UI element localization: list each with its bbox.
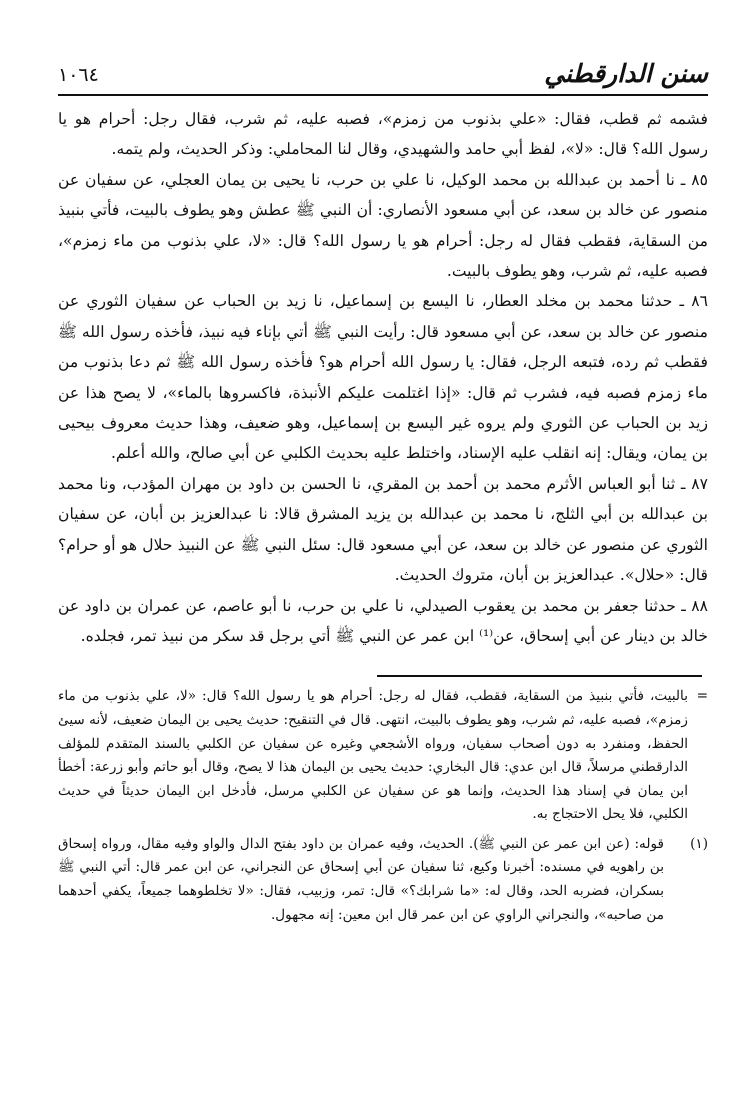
footnotes: [58, 685, 708, 927]
hadith-paragraph: ٨٦ ـ حدثنا محمد بن مخلد العطار، نا اليسع بن إسماعيل، نا زيد بن الحباب عن سفيان الثوري عن منصور عن خالد بن سعد، عن أبي مسعود قال: رأيت النبي ﷺ أتي بإناء فيه نبيذ، فأخذه رسول الله ﷺ فقطب ثم رده، فتبعه الرجل، فقال: يا رسول الله أحرام هو؟ فأخذه رسول الله ﷺ ثم دعا بذنوب من ماء زمزم فصبه فيه، فشرب ثم قال: «إذا اغتلمت عليكم الأنبذة، فاكسروها بالماء»، لا يصح هذا عن زيد بن الحباب عن الثوري ولم يروه غير اليسع بن إسماعيل، وهو ضعيف، وهذا حديث معروف بيحيى بن يمان، ويقال: إنه انقلب عليه الإسناد، واختلط عليه بحديث الكلبي عن أبي صالح، والله أعلم.: [58, 292, 708, 463]
footnote-1: [58, 833, 708, 927]
page-number: ١٠٦٤: [58, 64, 99, 86]
hadith-paragraph: فشمه ثم قطب، فقال: «علي بذنوب من زمزم»، فصبه عليه، ثم شرب، فقال رجل: أحرام هو يا رسول الله؟ قال: «لا»، لفظ أبي حامد والشهيدي، وقال لنا المحاملي: وذكر الحديث، ولم يتمه.: [58, 110, 708, 159]
book-title: سنن الدارقطني: [544, 59, 708, 88]
footnote-text: قوله: (عن ابن عمر عن النبي ﷺ). الحديث، وفيه عمران بن داود بفتح الدال والواو وفيه مقال، ورواه إسحاق بن راهويه في مسنده: أخبرنا وكيع، ثنا سفيان عن أبي إسحاق عن النجراني، عن ابن عمر قال: أتي النبي ﷺ بسكران، فضربه الحد، وقال له: «ما شرابك؟» قال: تمر، وزبيب، فقال: «لا تخلطوهما جميعاً، يكفي أحدهما من صاحبه»، والنجراني الراوي عن ابن عمر قال ابن معين: إنه مجهول.: [58, 835, 664, 923]
footnote-separator: [377, 675, 702, 677]
hadith-paragraph: ٨٧ ـ ثنا أبو العباس الأثرم محمد بن أحمد بن المقري، نا الحسن بن داود بن مهران المؤدب، ونا محمد بن عبدالله بن أبي الثلج، نا محمد بن عبدالله بن يزيد المشرق قالا: نا عبدالعزيز بن أبان، عن سفيان الثوري عن منصور عن خالد بن سعد، عن أبي مسعود قال: سئل النبي ﷺ عن النبيذ حلال هو أو حرام؟ قال: «حلال». عبدالعزيز بن أبان، متروك الحديث.: [58, 474, 708, 585]
hadith-paragraph: ٨٨ ـ حدثنا جعفر بن محمد بن يعقوب الصيدلي، نا علي بن حرب، نا أبو عاصم، عن عمران بن داود عن خالد بن دينار عن أبي إسحاق، عن⁽¹⁾ ابن عمر عن النبي ﷺ أتي برجل قد سكر من نبيذ تمر، فجلده.: [58, 596, 708, 645]
page-header: [58, 58, 708, 96]
page: [58, 58, 708, 927]
continuation-text: بالبيت، فأتي بنبيذ من السقاية، فقطب، فقال له رجل: أحرام هو يا رسول الله؟ قال: «لا، علي بذنوب من ماء زمزم»، فصبه عليه، ثم شرب، وهو يطوف بالبيت، انتهى. قال في التنقيح: حديث يحيى بن اليمان ضعيف، لأنه سيئ الحفظ، ومنفرد به دون أصحاب سفيان، ورواه الأشجعي وغيره عن سفيان عن الكلبي بالسند المتقدم للمؤلف الدارقطني مرسلاً، قال ابن عدي: قال البخاري: حديث يحيى بن اليمان هذا لا يصح، وقال أبو حاتم وأبو زرعة: أخطأ ابن يمان في إسناد هذا الحديث، وإنما هو عن سفيان عن الكلبي مرسل، فأدخل ابن اليمان حديثاً في حديث الكلبي، فلا يحل الاحتجاج به.: [58, 688, 688, 823]
continuation-mark: =: [696, 688, 708, 705]
footnote-number: (١): [690, 835, 708, 852]
hadith-paragraph: ٨٥ ـ نا أحمد بن عبدالله بن محمد الوكيل، نا علي بن حرب، نا يحيى بن يمان العجلي، عن سفيان عن منصور عن خالد بن سعد، عن أبي مسعود الأنصاري: أن النبي ﷺ عطش وهو يطوف بالبيت، فأتي بنبيذ من السقاية، فقطب فقال له رجل: أحرام هو يا رسول الله؟ قال: «لا، علي بذنوب من ماء زمزم»، فصبه عليه، ثم شرب، وهو يطوف بالبيت.: [58, 170, 708, 281]
footnote-continuation: [58, 685, 708, 827]
main-text: [58, 104, 708, 651]
